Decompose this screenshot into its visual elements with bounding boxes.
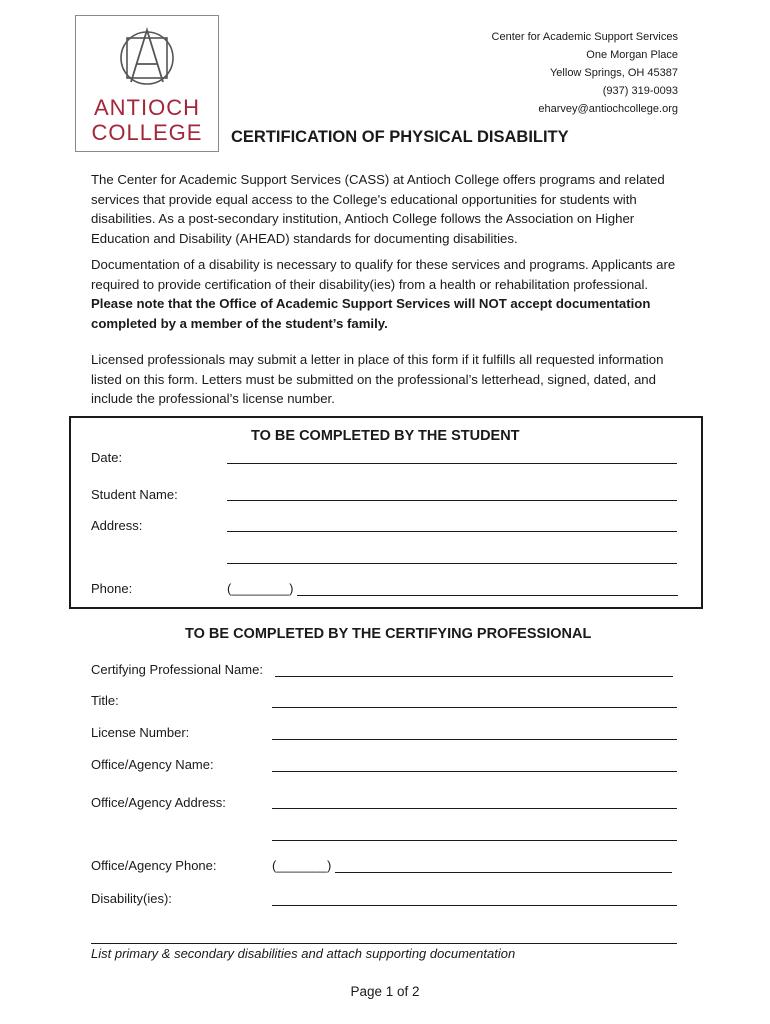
family-documentation-notice: Please note that the Office of Academic Support Services will NOT accept documentation completed by a member of the student’s family. <box>91 296 651 331</box>
address-phone: (937) 319-0093 <box>602 85 678 97</box>
intro-paragraph-2-text: Documentation of a disability is necessary to qualify for these services and programs. Applicants are required to provide certification of their disability(ies) from a health or rehabilitation professional. <box>91 257 676 292</box>
professional-name-field[interactable] <box>275 676 673 677</box>
professional-name-label: Certifying Professional Name: <box>91 662 263 677</box>
student-name-label: Student Name: <box>91 487 178 502</box>
professional-section-heading: TO BE COMPLETED BY THE CERTIFYING PROFESSIONAL <box>185 626 592 642</box>
page-number: Page 1 of 2 <box>350 984 420 999</box>
agency-address-field-line-1[interactable] <box>272 808 677 809</box>
address-field-line-2[interactable] <box>227 563 677 564</box>
student-section-box <box>69 416 703 609</box>
logo-line-2: COLLEGE <box>91 120 203 145</box>
intro-paragraph-2 <box>91 255 691 333</box>
intro-paragraph-1: The Center for Academic Support Services (CASS) at Antioch College offers programs and related services that provide equal access to the College's educational opportunities for students with disabilities. As a post-secondary institution, Antioch College follows the Association on Higher Education and Disability (AHEAD) standards for documenting disabilities. <box>91 172 665 246</box>
student-name-field[interactable] <box>227 500 677 501</box>
agency-name-label: Office/Agency Name: <box>91 757 214 772</box>
address-city: Yellow Springs, OH 45387 <box>549 67 678 79</box>
address-field-line-1[interactable] <box>227 531 677 532</box>
contact-address-block <box>492 28 678 118</box>
address-street: One Morgan Place <box>586 49 678 61</box>
address-email: eharvey@antiochcollege.org <box>538 103 678 115</box>
antioch-college-logo <box>75 15 219 152</box>
phone-number-field[interactable] <box>297 595 678 596</box>
disabilities-list-note: List primary & secondary disabilities and attach supporting documentation <box>91 946 516 961</box>
date-field[interactable] <box>227 463 677 464</box>
disabilities-field[interactable] <box>272 905 677 906</box>
address-label: Address: <box>91 518 143 533</box>
agency-address-field-line-2[interactable] <box>272 840 677 841</box>
agency-phone-number-field[interactable] <box>335 872 672 873</box>
logo-emblem-icon <box>76 16 220 96</box>
agency-name-field[interactable] <box>272 771 677 772</box>
title-label: Title: <box>91 693 119 708</box>
phone-area-code-field[interactable]: (________) <box>227 581 294 596</box>
document-title: CERTIFICATION OF PHYSICAL DISABILITY <box>231 128 569 146</box>
address-office: Center for Academic Support Services <box>491 31 678 43</box>
title-field[interactable] <box>272 707 677 708</box>
logo-line-1: ANTIOCH <box>94 95 200 120</box>
intro-paragraph-3: Licensed professionals may submit a letter in place of this form if it fulfills all requested information listed on this form. Letters must be submitted on the professional’s letterhead, signed, dated, and include the professional’s license number. <box>91 352 664 406</box>
license-number-field[interactable] <box>272 739 677 740</box>
phone-label: Phone: <box>91 581 133 596</box>
agency-phone-area-code-field[interactable]: (_______) <box>272 858 332 873</box>
student-section-heading: TO BE COMPLETED BY THE STUDENT <box>251 428 520 444</box>
date-label: Date: <box>91 450 123 465</box>
disabilities-list-field[interactable] <box>91 943 677 944</box>
disabilities-label: Disability(ies): <box>91 891 172 906</box>
agency-phone-label: Office/Agency Phone: <box>91 858 217 873</box>
agency-address-label: Office/Agency Address: <box>91 795 226 810</box>
license-number-label: License Number: <box>91 725 190 740</box>
